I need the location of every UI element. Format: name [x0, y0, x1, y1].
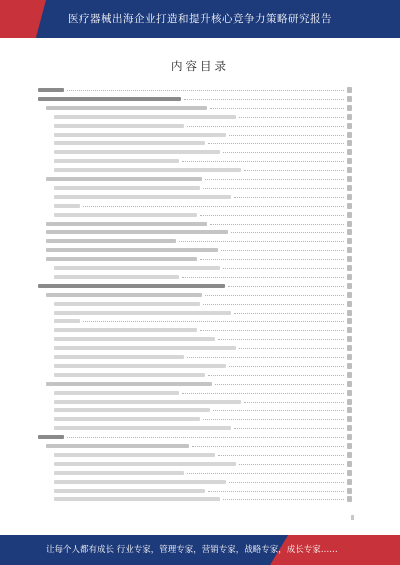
toc-leader-dots — [221, 250, 344, 251]
toc-leader-dots — [67, 90, 344, 91]
toc-entry-text-placeholder — [46, 222, 207, 226]
toc-page-number-placeholder — [347, 149, 352, 155]
toc-page-number-placeholder — [347, 301, 352, 307]
toc-entry-text-placeholder — [54, 391, 179, 395]
toc-heading: 内容目录 — [171, 59, 229, 73]
toc-leader-dots — [67, 437, 344, 438]
toc-page-number-placeholder — [347, 140, 352, 146]
toc-entry — [38, 302, 352, 306]
toc-entry — [38, 373, 352, 377]
toc-leader-dots — [205, 179, 344, 180]
toc-page-number-placeholder — [347, 114, 352, 120]
toc-entry-text-placeholder — [46, 248, 218, 252]
toc-entry — [38, 150, 352, 154]
toc-entry-text-placeholder — [54, 471, 184, 475]
toc-entry — [38, 204, 352, 208]
toc-entry — [38, 355, 352, 359]
toc-entry — [38, 159, 352, 163]
toc-leader-dots — [229, 482, 344, 483]
toc-entry — [38, 133, 352, 137]
toc-page-number-placeholder — [347, 167, 352, 173]
toc-page-number-placeholder — [347, 443, 352, 449]
toc-leader-dots — [179, 241, 344, 242]
toc-entry — [38, 435, 352, 439]
toc-leader-dots — [239, 464, 344, 465]
toc-page-number-placeholder — [347, 470, 352, 476]
toc-leader-dots — [200, 330, 344, 331]
toc-page-number-placeholder — [347, 238, 352, 244]
toc-leader-dots — [234, 428, 344, 429]
toc-entry — [38, 97, 352, 101]
toc-page-number-placeholder — [347, 310, 352, 316]
toc-entry — [38, 230, 352, 234]
toc-page-number-placeholder — [347, 381, 352, 387]
page-number-mark — [351, 515, 354, 520]
toc-entry — [38, 453, 352, 457]
toc-entry — [38, 195, 352, 199]
toc-entry — [38, 293, 352, 297]
toc-entry — [38, 328, 352, 332]
toc-page-number-placeholder — [347, 256, 352, 262]
toc-entry-text-placeholder — [46, 239, 176, 243]
toc-leader-dots — [208, 375, 344, 376]
toc-page-number-placeholder — [347, 336, 352, 342]
toc-page-number-placeholder — [347, 327, 352, 333]
toc-page-number-placeholder — [347, 479, 352, 485]
toc-entry-text-placeholder — [54, 489, 205, 493]
toc-page-number-placeholder — [347, 96, 352, 102]
toc-entry — [38, 222, 352, 226]
toc-entry — [38, 489, 352, 493]
toc-leader-dots — [208, 143, 344, 144]
toc-entry-text-placeholder — [54, 462, 236, 466]
toc-entry — [38, 275, 352, 279]
toc-entry-text-placeholder — [46, 257, 197, 261]
toc-page-number-placeholder — [347, 212, 352, 218]
toc-entry — [38, 382, 352, 386]
footer-slogan: 让每个人都有成长 行业专家，管理专家，营销专家，战略专家，成长专家…… — [46, 545, 338, 555]
toc-leader-dots — [244, 402, 344, 403]
toc-entry — [38, 444, 352, 448]
toc-page-number-placeholder — [347, 123, 352, 129]
toc-entry-text-placeholder — [38, 284, 225, 288]
toc-page-number-placeholder — [347, 354, 352, 360]
toc-leader-dots — [205, 295, 344, 296]
toc-leader-dots — [203, 419, 344, 420]
toc-entry — [38, 88, 352, 92]
toc-entry-text-placeholder — [54, 150, 220, 154]
toc-entry — [38, 311, 352, 315]
toc-entry-text-placeholder — [54, 328, 197, 332]
toc-page-number-placeholder — [347, 372, 352, 378]
toc-entry — [38, 257, 352, 261]
toc-leader-dots — [182, 161, 344, 162]
toc-leader-dots — [182, 277, 344, 278]
toc-entry-text-placeholder — [54, 275, 179, 279]
toc-page-number-placeholder — [347, 407, 352, 413]
toc-leader-dots — [184, 99, 344, 100]
toc-page-number-placeholder — [347, 132, 352, 138]
toc-leader-dots — [213, 410, 344, 411]
toc-leader-dots — [200, 259, 344, 260]
toc-entry — [38, 462, 352, 466]
toc-entry-text-placeholder — [46, 177, 202, 181]
toc-entry-text-placeholder — [54, 302, 200, 306]
toc-page-number-placeholder — [347, 247, 352, 253]
toc-entry-text-placeholder — [54, 417, 200, 421]
toc-entry-text-placeholder — [54, 355, 184, 359]
toc-entry — [38, 177, 352, 181]
toc-page-number-placeholder — [347, 194, 352, 200]
toc-page-number-placeholder — [347, 158, 352, 164]
toc-entry-text-placeholder — [46, 293, 202, 297]
toc-entry-text-placeholder — [54, 426, 231, 430]
toc-entry-text-placeholder — [54, 400, 241, 404]
toc-entry — [38, 471, 352, 475]
toc-page-number-placeholder — [347, 229, 352, 235]
report-title: 医疗器械出海企业打造和提升核心竞争力策略研究报告 — [68, 13, 332, 25]
toc-leader-dots — [83, 321, 344, 322]
toc-entry-text-placeholder — [54, 168, 241, 172]
toc-entry-text-placeholder — [46, 106, 207, 110]
toc-leader-dots — [239, 117, 344, 118]
toc-leader-dots — [187, 357, 344, 358]
toc-leader-dots — [200, 215, 344, 216]
toc-leader-dots — [203, 188, 344, 189]
toc-page-number-placeholder — [347, 292, 352, 298]
toc-page-number-placeholder — [347, 176, 352, 182]
toc-entry — [38, 364, 352, 368]
toc-leader-dots — [215, 384, 344, 385]
toc-entry — [38, 497, 352, 501]
toc-entry-text-placeholder — [54, 133, 226, 137]
toc-entry-text-placeholder — [54, 408, 210, 412]
toc-entry-text-placeholder — [54, 186, 200, 190]
toc-page-number-placeholder — [347, 434, 352, 440]
toc-leader-dots — [182, 393, 344, 394]
toc-entry-text-placeholder — [54, 337, 215, 341]
toc-entry-text-placeholder — [54, 311, 231, 315]
toc-entry-text-placeholder — [54, 319, 80, 323]
toc-entry-text-placeholder — [38, 435, 64, 439]
toc-page-number-placeholder — [347, 185, 352, 191]
toc-leader-dots — [83, 206, 344, 207]
toc-entry — [38, 115, 352, 119]
toc-page-number-placeholder — [347, 318, 352, 324]
toc-entry — [38, 124, 352, 128]
toc-page-number-placeholder — [347, 283, 352, 289]
toc-entry-text-placeholder — [54, 124, 184, 128]
toc-leader-dots — [218, 455, 344, 456]
toc-leader-dots — [223, 152, 344, 153]
toc-page-number-placeholder — [347, 452, 352, 458]
toc-entry-text-placeholder — [54, 141, 205, 145]
toc-entry — [38, 400, 352, 404]
toc-page-number-placeholder — [347, 390, 352, 396]
toc-entry — [38, 266, 352, 270]
toc-leader-dots — [234, 313, 344, 314]
toc-entry — [38, 408, 352, 412]
toc-entry — [38, 106, 352, 110]
toc-leader-dots — [187, 126, 344, 127]
toc-entry-text-placeholder — [54, 480, 226, 484]
toc-leader-dots — [192, 446, 344, 447]
toc-page-number-placeholder — [347, 425, 352, 431]
toc-leader-dots — [234, 197, 344, 198]
toc-entry-text-placeholder — [46, 230, 228, 234]
toc-entry — [38, 186, 352, 190]
toc-entry-text-placeholder — [54, 453, 215, 457]
toc-page-number-placeholder — [347, 345, 352, 351]
toc-leader-dots — [187, 473, 344, 474]
toc-entry — [38, 213, 352, 217]
toc-leader-dots — [218, 339, 344, 340]
toc-entry-text-placeholder — [54, 497, 220, 501]
toc-page-number-placeholder — [347, 105, 352, 111]
toc-leader-dots — [203, 304, 344, 305]
toc-entry-text-placeholder — [46, 444, 189, 448]
toc-entry — [38, 284, 352, 288]
toc-page-number-placeholder — [347, 363, 352, 369]
toc-leader-dots — [229, 366, 344, 367]
toc-entry — [38, 319, 352, 323]
toc-leader-dots — [223, 268, 344, 269]
toc-entry-text-placeholder — [54, 195, 231, 199]
toc-leader-dots — [239, 348, 344, 349]
toc-entry-text-placeholder — [46, 382, 212, 386]
toc-entry-text-placeholder — [54, 373, 205, 377]
toc-page-number-placeholder — [347, 203, 352, 209]
toc-entry-text-placeholder — [54, 204, 80, 208]
toc-entry-text-placeholder — [54, 213, 197, 217]
toc-leader-dots — [244, 170, 344, 171]
toc-page-number-placeholder — [347, 496, 352, 502]
toc-page-number-placeholder — [347, 416, 352, 422]
toc-page-number-placeholder — [347, 274, 352, 280]
toc-leader-dots — [210, 224, 344, 225]
toc-leader-dots — [208, 491, 344, 492]
toc-entry — [38, 239, 352, 243]
toc-leader-dots — [231, 232, 344, 233]
toc-page-number-placeholder — [347, 221, 352, 227]
toc-leader-dots — [223, 499, 344, 500]
toc-entry — [38, 141, 352, 145]
toc-entry-text-placeholder — [38, 97, 181, 101]
toc-entry — [38, 391, 352, 395]
toc-page-number-placeholder — [347, 265, 352, 271]
report-header — [0, 0, 400, 38]
toc-entry-text-placeholder — [54, 159, 179, 163]
toc-page-number-placeholder — [347, 461, 352, 467]
toc-page-number-placeholder — [347, 488, 352, 494]
toc-leader-dots — [210, 108, 344, 109]
toc-page-number-placeholder — [347, 399, 352, 405]
toc-entry — [38, 417, 352, 421]
toc-entry-text-placeholder — [54, 115, 236, 119]
toc-entry — [38, 480, 352, 484]
toc-leader-dots — [228, 286, 344, 287]
toc-entry — [38, 426, 352, 430]
toc-entry-text-placeholder — [54, 364, 226, 368]
report-footer — [0, 535, 400, 565]
toc-entry-text-placeholder — [38, 88, 64, 92]
toc-entry — [38, 346, 352, 350]
toc-entry-text-placeholder — [54, 266, 220, 270]
toc-entry-text-placeholder — [54, 346, 236, 350]
table-of-contents — [38, 88, 352, 508]
toc-entry — [38, 168, 352, 172]
toc-entry — [38, 248, 352, 252]
toc-page-number-placeholder — [347, 87, 352, 93]
toc-entry — [38, 337, 352, 341]
toc-leader-dots — [229, 135, 344, 136]
